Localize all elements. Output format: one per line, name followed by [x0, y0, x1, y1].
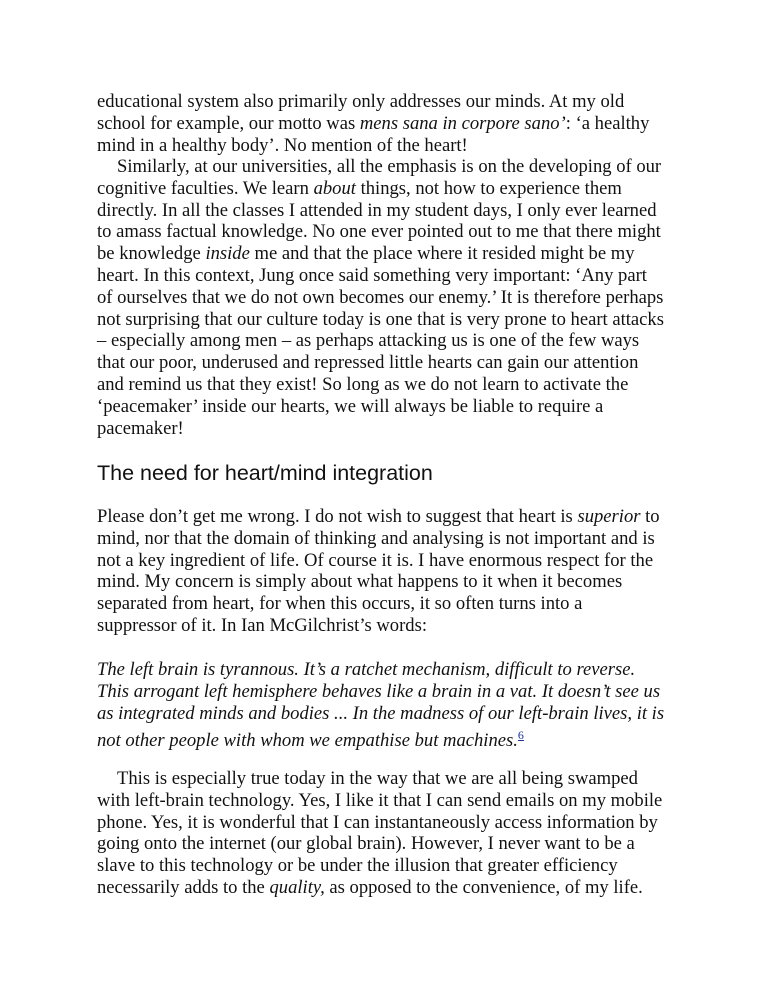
text-line: not surprising that our culture today is one that is very prone to heart attacks [97, 308, 664, 330]
text-line [97, 113, 687, 135]
text-line: – especially among men – as perhaps attacking us is one of the few ways [97, 330, 640, 352]
footnote-marker [518, 728, 524, 742]
section-heading: The need for heart/mind integration [97, 461, 433, 485]
text-run: cognitive faculties. We learn [97, 177, 314, 199]
text-line: separated from heart, for when this occurs, it so often turns into a [97, 593, 583, 615]
text-line: not a key ingredient of life. Of course it is. I have enormous respect for the [97, 549, 654, 571]
text-run: Please don’t get me wrong. I do not wish to suggest that heart is [97, 506, 578, 527]
text-run: not other people with whom we empathise but machines. [97, 730, 518, 752]
text-line [97, 506, 687, 528]
text-line [97, 243, 687, 265]
text-line: This is especially true today in the way that we are all being swamped [117, 768, 638, 789]
text-line: suppressor of it. In Ian McGilchrist’s words: [97, 614, 427, 636]
text-line: heart. In this context, Jung once said something very important: ‘Any part [97, 264, 647, 286]
text-line: with left-brain technology. Yes, I like it that I can send emails on my mobile [97, 789, 663, 811]
text-line: ‘peacemaker’ inside our hearts, we will always be liable to require a [97, 395, 604, 417]
text-run: things, not how to experience them [355, 177, 622, 199]
text-line: mind. My concern is simply about what happens to it when it becomes [97, 571, 623, 593]
text-line: slave to this technology or be under the illusion that greater efficiency [97, 855, 618, 877]
emphasis: superior [577, 506, 641, 527]
paragraph-1 [97, 91, 687, 156]
text-line: educational system also primarily only addresses our minds. At my old [97, 91, 625, 112]
text-run: : ‘a healthy [565, 112, 650, 134]
quote-line: as integrated minds and bodies ... In the madness of our left-brain lives, it is [97, 702, 665, 724]
text-line: mind, nor that the domain of thinking and analysing is not important and is [97, 527, 655, 549]
text-line: and remind us that they exist! So long as we do not learn to activate the [97, 373, 629, 395]
emphasis: quality, [269, 876, 325, 898]
block-quote [97, 659, 687, 755]
text-run: be knowledge [97, 243, 206, 265]
text-run: school for example, our motto was [97, 112, 360, 134]
quote-line: The left brain is tyrannous. It’s a ratchet mechanism, difficult to reverse. [97, 659, 636, 680]
text-line: mind in a healthy body’. No mention of the heart! [97, 134, 468, 156]
quote-line: This arrogant left hemisphere behaves like a brain in a vat. It doesn’t see us [97, 680, 661, 702]
text-line: going onto the internet (our global brain). However, I never want to be a [97, 833, 635, 855]
emphasis: about [313, 177, 356, 199]
quote-line [97, 721, 687, 755]
text-run: as opposed to the convenience, of my life. [324, 876, 643, 898]
text-line: Similarly, at our universities, all the emphasis is on the developing of our [117, 156, 662, 177]
paragraph-3 [97, 506, 687, 637]
emphasis: inside [205, 243, 250, 265]
text-line: pacemaker! [97, 417, 184, 439]
paragraph-4 [97, 768, 687, 899]
text-run: me and that the place where it resided might be my [249, 243, 635, 265]
paragraph-2 [97, 156, 687, 439]
text-line [97, 178, 687, 200]
text-line: phone. Yes, it is wonderful that I can instantaneously access information by [97, 811, 658, 833]
text-line [97, 877, 687, 899]
text-line: of ourselves that we do not own becomes our enemy.’ It is therefore perhaps [97, 286, 664, 308]
latin-motto: mens sana in corpore sano’ [359, 112, 566, 134]
text-line: that our poor, underused and repressed little hearts can gain our attention [97, 352, 639, 374]
text-line: directly. In all the classes I attended in my student days, I only ever learned [97, 199, 657, 221]
footnote-link[interactable]: 6 [517, 728, 524, 743]
text-line: to amass factual knowledge. No one ever pointed out to me that there might [97, 221, 661, 243]
text-run: necessarily adds to the [97, 876, 270, 898]
text-run: to [640, 506, 660, 527]
